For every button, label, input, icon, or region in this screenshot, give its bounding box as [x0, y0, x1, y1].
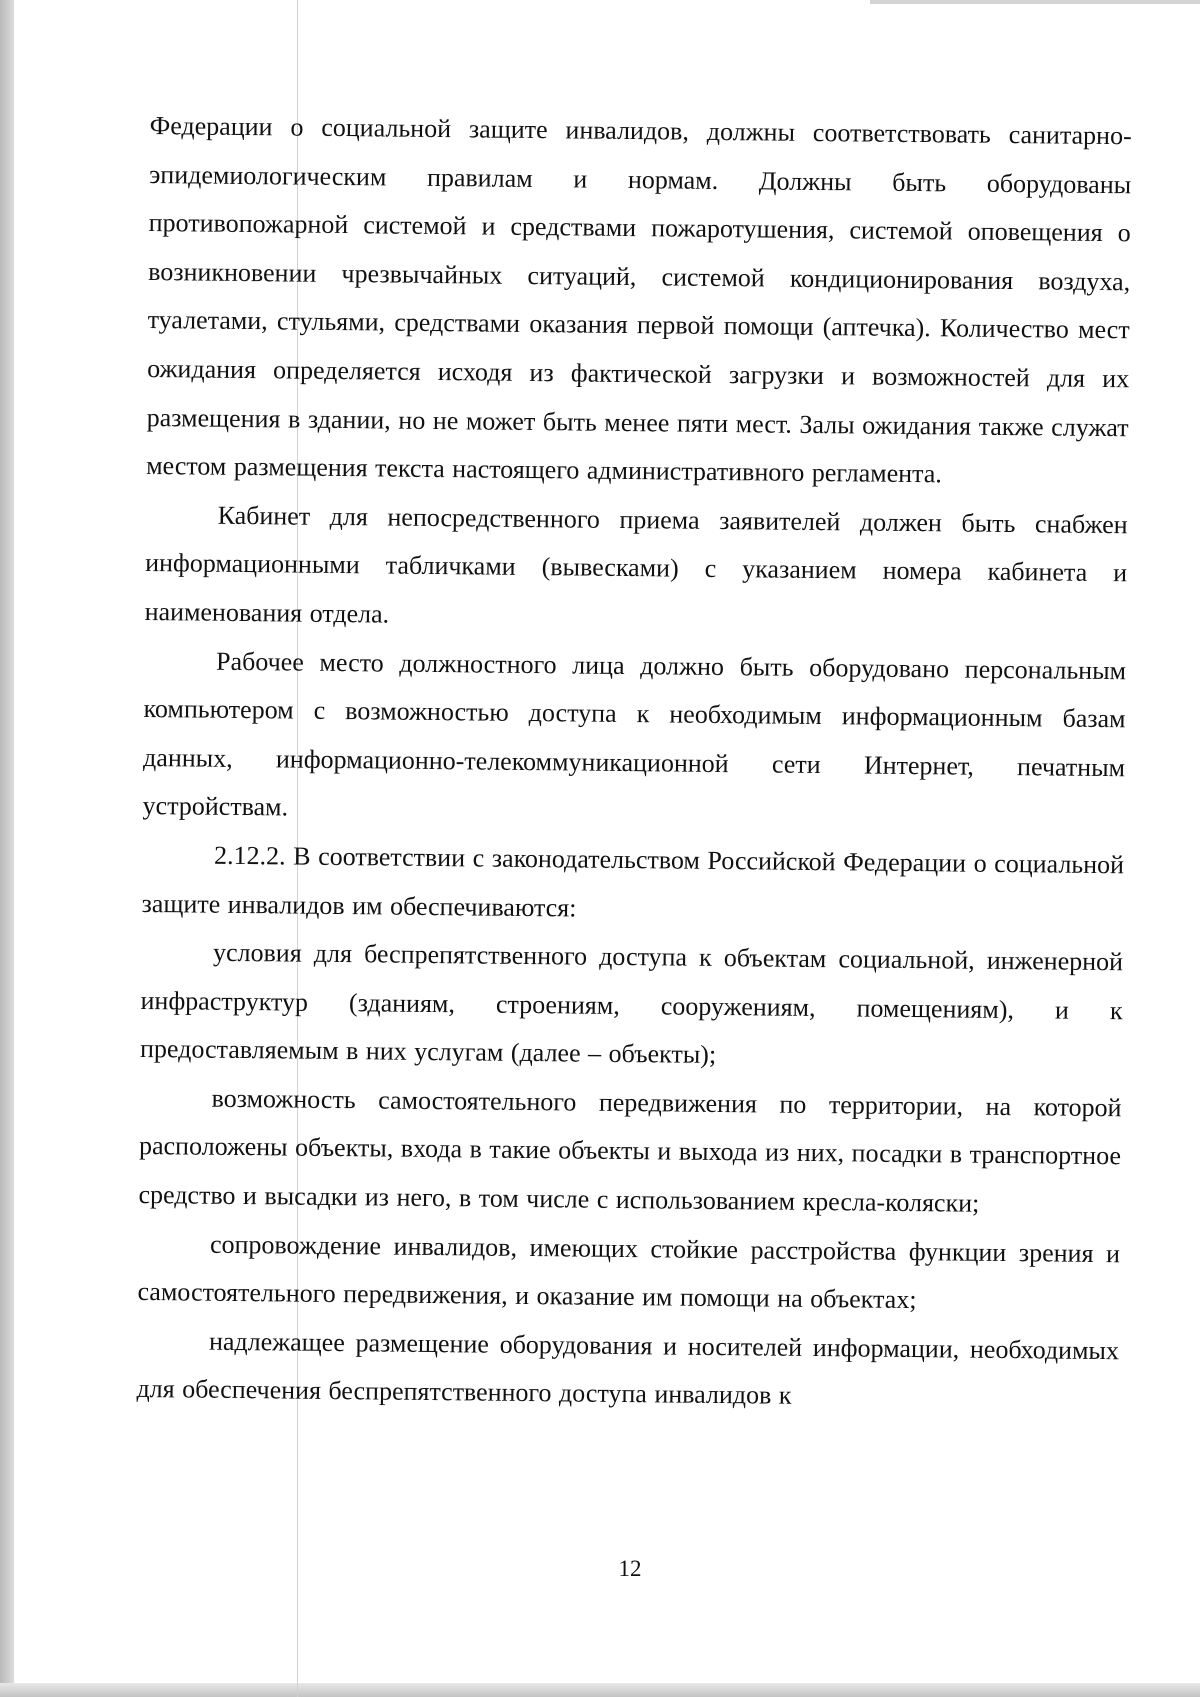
paragraph-workplace: Рабочее место должностного лица должно быть оборудовано персональным компьютером с возможностью доступа к необходимым информационным базам данных, информационно-телекоммуникационной сети Интернет, печатным устройствам.: [142, 646, 1127, 822]
document-body: [136, 102, 1132, 1424]
paragraph-independent-movement: возможность самостоятельного передвижения по территории, на которой расположены объекты, входа в такие объекты и выхода из них, посадки в транспортное средство и высадки из него, в том числе с использованием кресла-коляски;: [138, 1083, 1122, 1218]
scan-shadow-top-right: [870, 0, 1200, 4]
paragraph-escort: сопровождение инвалидов, имеющих стойкие расстройства функции зрения и самостоятельного передвижения, и оказание им помощи на объектах;: [137, 1229, 1121, 1315]
page-number: 12: [618, 1556, 642, 1581]
paragraph-office-signage: Кабинет для непосредственного приема заявителей должен быть снабжен информационными табличками (вывесками) с указанием номера кабинета и наименования отдела.: [144, 500, 1128, 629]
scan-shadow-bottom: [0, 1683, 1200, 1697]
paragraph-access-conditions: условия для беспрепятственного доступа к объектам социальной, инженерной инфраструктур (зданиям, строениям, сооружениям, помещениям), и к предоставляемым в них услугам (далее – объекты);: [139, 937, 1124, 1070]
paragraph-section-2-12-2: 2.12.2. В соответствии с законодательством Российской Федерации о социальной защите инвалидов им обеспечиваются:: [141, 840, 1125, 923]
paragraph-continuation: Федерации о социальной защите инвалидов, должны соответствовать санитарно-эпидемиологическим правилам и нормам. Должны быть оборудованы противопожарной системой и средствами пожаротушения, системой оповещения о возникновении чрезвычайных ситуаций, системой кондиционирования воздуха, туалетами, стульями, средствами оказания первой помощи (аптечка). Количество мест ожидания определяется исходя из фактической загрузки и возможностей для их размещения в здании, но не может быть менее пяти мест. Залы ожидания также служат местом размещения текста настоящего административного регламента.: [146, 110, 1132, 489]
paragraph-equipment-placement: надлежащее размещение оборудования и носителей информации, необходимых для обеспечения беспрепятственного доступа инвалидов к: [136, 1326, 1120, 1411]
scan-shadow-left: [0, 0, 14, 1697]
